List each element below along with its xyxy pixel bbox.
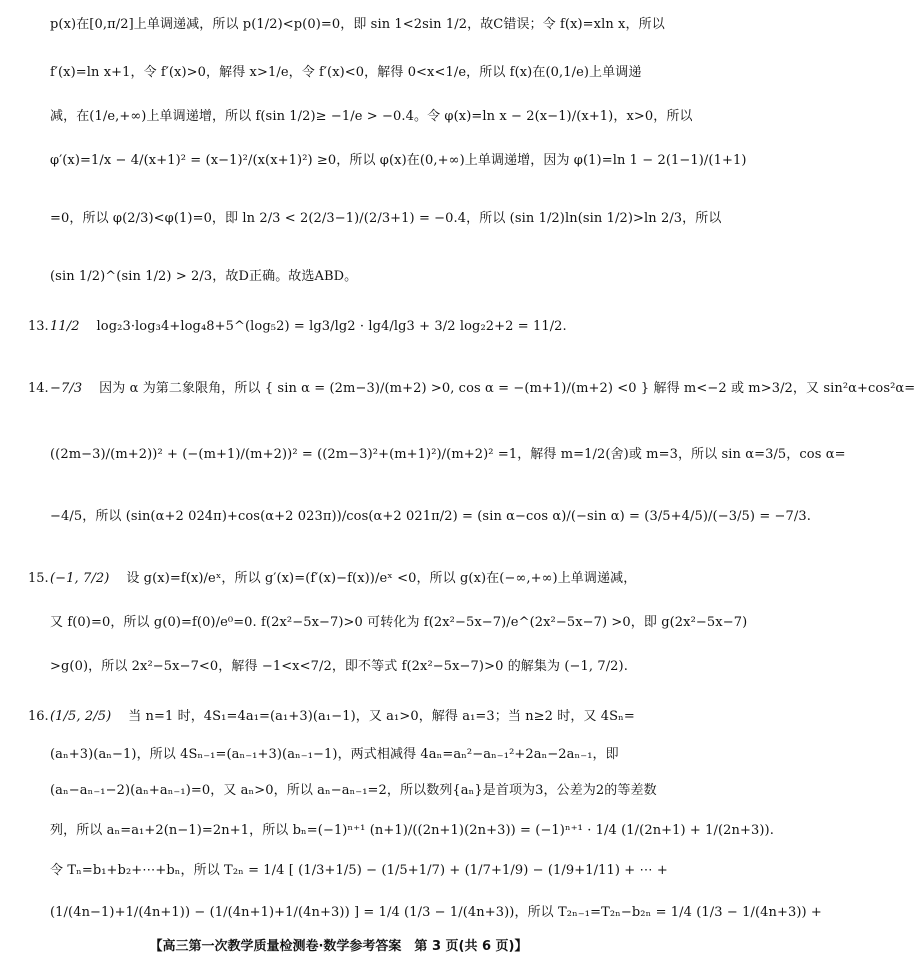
q13-answer: 11/2: [50, 319, 80, 334]
q14-line-2: ((2m−3)/(m+2))² + (−(m+1)/(m+2))² = ((2m−3)²+(m+1)²)/(m+2)² =1，解得 m=1/2(舍)或 m=3，所以 sin α=3/5，cos α=: [50, 447, 846, 462]
q16-answer: (1/5, 2/5): [50, 709, 112, 724]
question-number-15: 15.: [28, 571, 49, 586]
question-number-13: 13.: [28, 319, 49, 334]
text-line-2: f′(x)=ln x+1，令 f′(x)>0，解得 x>1/e，令 f′(x)<0，解得 0<x<1/e，所以 f(x)在(0,1/e)上单调递: [50, 65, 642, 80]
q16-line-6: (1/(4n−1)+1/(4n+1)) − (1/(4n+1)+1/(4n+3)) ] = 1/4 (1/3 − 1/(4n+3))，所以 T₂ₙ₋₁=T₂ₙ−b₂ₙ = 1/4 (1/3 − 1/(4n+3)) +: [50, 905, 822, 920]
q15-line-2: 又 f(0)=0，所以 g(0)=f(0)/e⁰=0. f(2x²−5x−7)>0 可转化为 f(2x²−5x−7)/e^(2x²−5x−7) >0，即 g(2x²−5x−7): [50, 615, 748, 630]
question-number-16: 16.: [28, 709, 49, 724]
q16-line-3: (aₙ−aₙ₋₁−2)(aₙ+aₙ₋₁)=0，又 aₙ>0，所以 aₙ−aₙ₋₁=2，所以数列{aₙ}是首项为3，公差为2的等差数: [50, 783, 657, 798]
q15-line-3: >g(0)，所以 2x²−5x−7<0，解得 −1<x<7/2，即不等式 f(2x²−5x−7)>0 的解集为 (−1, 7/2).: [50, 659, 628, 674]
text-line-4: φ′(x)=1/x − 4/(x+1)² = (x−1)²/(x(x+1)²) ≥0，所以 φ(x)在(0,+∞)上单调递增，因为 φ(1)=ln 1 − 2(1−1)/(1+1): [50, 153, 747, 168]
text-line-6: (sin 1/2)^(sin 1/2) > 2/3，故D正确。故选ABD。: [50, 269, 358, 284]
text-line-5: =0，所以 φ(2/3)<φ(1)=0，即 ln 2/3 < 2(2/3−1)/(2/3+1) = −0.4，所以 (sin 1/2)ln(sin 1/2)>ln 2/3，所以: [50, 211, 722, 226]
q14-line-1: [50, 380, 915, 398]
q15-answer: (−1, 7/2): [50, 571, 110, 586]
q16-line-2: (aₙ+3)(aₙ−1)，所以 4Sₙ₋₁=(aₙ₋₁+3)(aₙ₋₁−1)，两式相减得 4aₙ=aₙ²−aₙ₋₁²+2aₙ−2aₙ₋₁，即: [50, 747, 619, 762]
page-footer: 【高三第一次教学质量检测卷·数学参考答案 第 3 页(共 6 页)】: [149, 939, 528, 954]
question-number-14: 14.: [28, 381, 49, 396]
text-line-1: p(x)在[0,π/2]上单调递减，所以 p(1/2)<p(0)=0，即 sin 1<2sin 1/2，故C错误；令 f(x)=xln x，所以: [50, 17, 665, 32]
q14-answer: −7/3: [50, 381, 83, 396]
q15-line-1: [50, 570, 653, 588]
q14-text-1: 因为 α 为第二象限角，所以 { sin α = (2m−3)/(m+2) >0, cos α = −(m+1)/(m+2) <0 } 解得 m<−2 或 m>3/2，又 sin²α+cos²α=: [99, 381, 915, 396]
q14-line-3: −4/5，所以 (sin(α+2 024π)+cos(α+2 023π))/cos(α+2 021π/2) = (sin α−cos α)/(−sin α) = (3/5+4/5)/(−3/5) = −7/3.: [50, 509, 812, 524]
q16-line-5: 令 Tₙ=b₁+b₂+⋯+bₙ，所以 T₂ₙ = 1/4 [ (1/3+1/5) − (1/5+1/7) + (1/7+1/9) − (1/9+1/11) + ⋯ +: [50, 863, 668, 878]
q15-text-1: 设 g(x)=f(x)/eˣ，所以 g′(x)=(f′(x)−f(x))/eˣ <0，所以 g(x)在(−∞,+∞)上单调递减，: [126, 571, 637, 586]
q16-line-4: 列，所以 aₙ=a₁+2(n−1)=2n+1，所以 bₙ=(−1)ⁿ⁺¹ (n+1)/((2n+1)(2n+3)) = (−1)ⁿ⁺¹ · 1/4 (1/(2n+1) + 1/(2n+3)).: [50, 823, 774, 838]
text-line-3: 减，在(1/e,+∞)上单调递增，所以 f(sin 1/2)≥ −1/e > −0.4。令 φ(x)=ln x − 2(x−1)/(x+1)，x>0，所以: [50, 109, 693, 124]
q13-solution: [50, 318, 653, 336]
q16-line-1: [50, 708, 653, 726]
q13-text: log₂3·log₃4+log₄8+5^(log₅2) = lg3/lg2 · lg4/lg3 + 3/2 log₂2+2 = 11/2.: [96, 319, 567, 334]
q16-text-1: 当 n=1 时，4S₁=4a₁=(a₁+3)(a₁−1)，又 a₁>0，解得 a₁=3；当 n≥2 时，又 4Sₙ=: [128, 709, 635, 724]
